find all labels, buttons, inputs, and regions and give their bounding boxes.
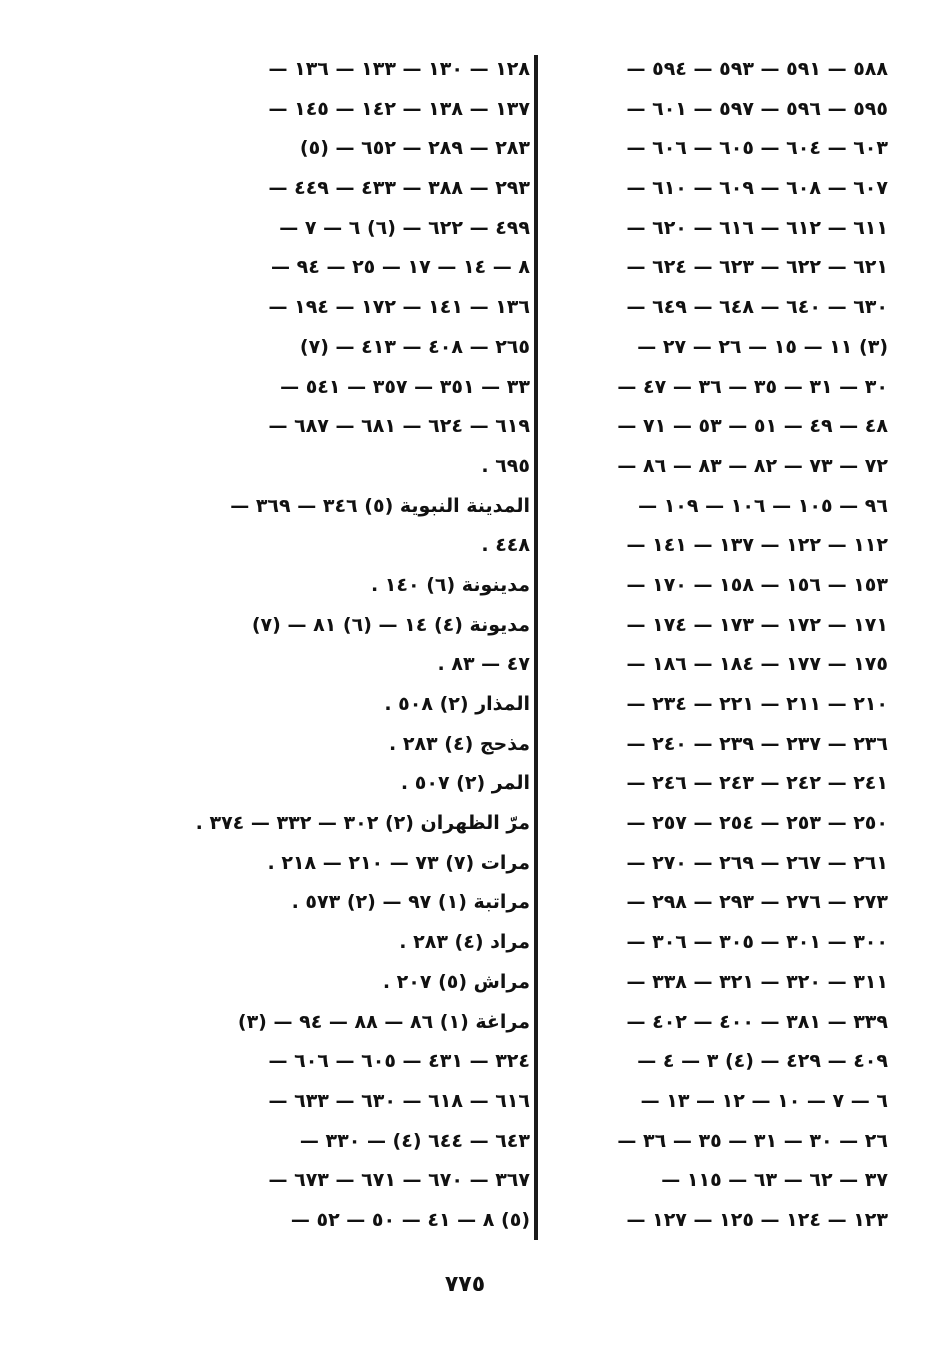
index-line: ١٧١ — ١٧٢ — ١٧٣ — ١٧٤ —	[626, 613, 888, 636]
index-line: ٢١٠ — ٢١١ — ٢٢١ — ٢٣٤ —	[626, 693, 888, 715]
index-line: ٦١٦ — ٦١٨ — ٦٣٠ — ٦٣٣ —	[268, 1089, 530, 1112]
index-line: ١٥٣ — ١٥٦ — ١٥٨ — ١٧٠ —	[626, 573, 888, 596]
index-line: ٣٧ — ٦٢ — ٦٣ — ١١٥ —	[661, 1169, 888, 1192]
index-line: المدينة النبوية (٥) ٣٤٦ — ٣٦٩ —	[230, 494, 530, 517]
index-line: ٦٣٠ — ٦٤٠ — ٦٤٨ — ٦٤٩ —	[626, 296, 888, 319]
index-line: مراد (٤) ٢٨٣ .	[399, 931, 530, 954]
index-line: ٦٠٣ — ٦٠٤ — ٦٠٥ — ٦٠٦ —	[626, 137, 888, 160]
index-line: ٦١٩ — ٦٢٤ — ٦٨١ — ٦٨٧ —	[268, 415, 530, 438]
index-line: ٥٩٥ — ٥٩٦ — ٥٩٧ — ٦٠١ —	[626, 97, 888, 120]
left-index-column	[158, 50, 530, 1241]
index-line: (٣) ١١ — ١٥ — ٢٦ — ٢٧ —	[637, 335, 888, 358]
index-line: ١٣٧ — ١٣٨ — ١٤٢ — ١٤٥ —	[268, 97, 530, 120]
index-line: مراش (٥) ٢٠٧ .	[382, 970, 530, 993]
index-line: مذحج (٤) ٢٨٣ .	[389, 732, 530, 755]
index-line: مرات (٧) ٧٣ — ٢١٠ — ٢١٨ .	[267, 851, 530, 874]
index-line: ٦٠٧ — ٦٠٨ — ٦٠٩ — ٦١٠ —	[626, 177, 888, 200]
index-line: ٢٤١ — ٢٤٢ — ٢٤٣ — ٢٤٦ —	[626, 772, 888, 795]
index-line: ١١٢ — ١٢٢ — ١٣٧ — ١٤١ —	[626, 534, 888, 557]
page-number: ٧٧٥	[444, 1272, 486, 1297]
index-line: المر (٢) ٥٠٧ .	[400, 772, 530, 795]
index-line: ١٢٣ — ١٢٤ — ١٢٥ — ١٢٧ —	[626, 1208, 888, 1231]
index-line: ٢٣٦ — ٢٣٧ — ٢٣٩ — ٢٤٠ —	[626, 732, 888, 755]
index-line: ٢٥٠ — ٢٥٣ — ٢٥٤ — ٢٥٧ —	[626, 812, 888, 835]
index-line: ٣٠٠ — ٣٠١ — ٣٠٥ — ٣٠٦ —	[626, 931, 888, 954]
index-line: ٦ — ٧ — ١٠ — ١٢ — ١٣ —	[640, 1089, 888, 1112]
index-line: ٢٦٥ — ٤٠٨ — ٤١٣ — (٧)	[299, 335, 530, 358]
index-line: ٤٩٩ — ٦٢٢ — (٦) ٦ — ٧ —	[279, 216, 530, 239]
index-line: ٤٤٨ .	[481, 534, 530, 557]
index-line: ٢٨٣ — ٢٨٩ — ٦٥٢ — (٥)	[299, 137, 530, 160]
index-line: ٥٨٨ — ٥٩١ — ٥٩٣ — ٥٩٤ —	[626, 58, 888, 80]
index-line: ٢٦١ — ٢٦٧ — ٢٦٩ — ٢٧٠ —	[626, 851, 888, 874]
index-line: مرّ الظهران (٢) ٣٠٢ — ٣٣٢ — ٣٧٤ .	[195, 812, 530, 835]
index-line: المذار (٢) ٥٠٨ .	[384, 693, 530, 715]
index-line: ٣٦٧ — ٦٧٠ — ٦٧١ — ٦٧٣ —	[268, 1169, 530, 1192]
index-line: ١٣٦ — ١٤١ — ١٧٢ — ١٩٤ —	[268, 296, 530, 319]
index-line: مراغة (١) ٨٦ — ٨٨ — ٩٤ — (٣)	[237, 1010, 530, 1033]
index-line: مراتبة (١) ٩٧ — (٢) ٥٧٣ .	[291, 891, 530, 914]
index-line: مديونة (٤) ١٤ — (٦) ٨١ — (٧)	[251, 613, 530, 636]
index-line: ٢٦ — ٣٠ — ٣١ — ٣٥ — ٣٦ —	[617, 1129, 888, 1152]
index-line: ٣١١ — ٣٢٠ — ٣٢١ — ٣٣٨ —	[626, 970, 888, 993]
index-line: ٢٧٣ — ٢٧٦ — ٢٩٣ — ٢٩٨ —	[626, 891, 888, 914]
index-line: ٨ — ١٤ — ١٧ — ٢٥ — ٩٤ —	[271, 256, 530, 279]
index-line: ٣٠ — ٣١ — ٣٥ — ٣٦ — ٤٧ —	[617, 375, 888, 398]
index-line: ٦١١ — ٦١٢ — ٦١٦ — ٦٢٠ —	[626, 216, 888, 239]
index-line: ٣٢٤ — ٤٣١ — ٦٠٥ — ٦٠٦ —	[268, 1050, 530, 1073]
index-line: ١٧٥ — ١٧٧ — ١٨٤ — ١٨٦ —	[626, 653, 888, 676]
index-line: مدينونة (٦) ١٤٠ .	[370, 573, 530, 596]
index-line: ٦٤٣ — ٦٤٤ (٤) — ٣٣٠ —	[299, 1129, 530, 1152]
index-line: ٣٣٩ — ٣٨١ — ٤٠٠ — ٤٠٢ —	[626, 1010, 888, 1033]
index-line: ٤٠٩ — ٤٢٩ — (٤) ٣ — ٤ —	[637, 1050, 888, 1073]
column-divider	[534, 55, 538, 1240]
index-line: ٤٧ — ٨٣ .	[437, 653, 530, 676]
index-line: ٢٩٣ — ٣٨٨ — ٤٣٣ — ٤٤٩ —	[268, 177, 530, 200]
index-line: ٧٢ — ٧٣ — ٨٢ — ٨٣ — ٨٦ —	[617, 454, 888, 477]
index-line: ٣٣ — ٣٥١ — ٣٥٧ — ٥٤١ —	[280, 375, 530, 398]
index-line: ٦٩٥ .	[481, 454, 530, 477]
index-line: ٦٢١ — ٦٢٢ — ٦٢٣ — ٦٢٤ —	[626, 256, 888, 279]
index-line: ٩٦ — ١٠٥ — ١٠٦ — ١٠٩ —	[638, 494, 888, 517]
index-line: ١٢٨ — ١٣٠ — ١٣٣ — ١٣٦ —	[268, 58, 530, 80]
index-line: (٥) ٨ — ٤١ — ٥٠ — ٥٢ —	[290, 1208, 530, 1231]
right-index-column	[558, 50, 888, 1241]
index-line: ٤٨ — ٤٩ — ٥١ — ٥٣ — ٧١ —	[617, 415, 888, 438]
